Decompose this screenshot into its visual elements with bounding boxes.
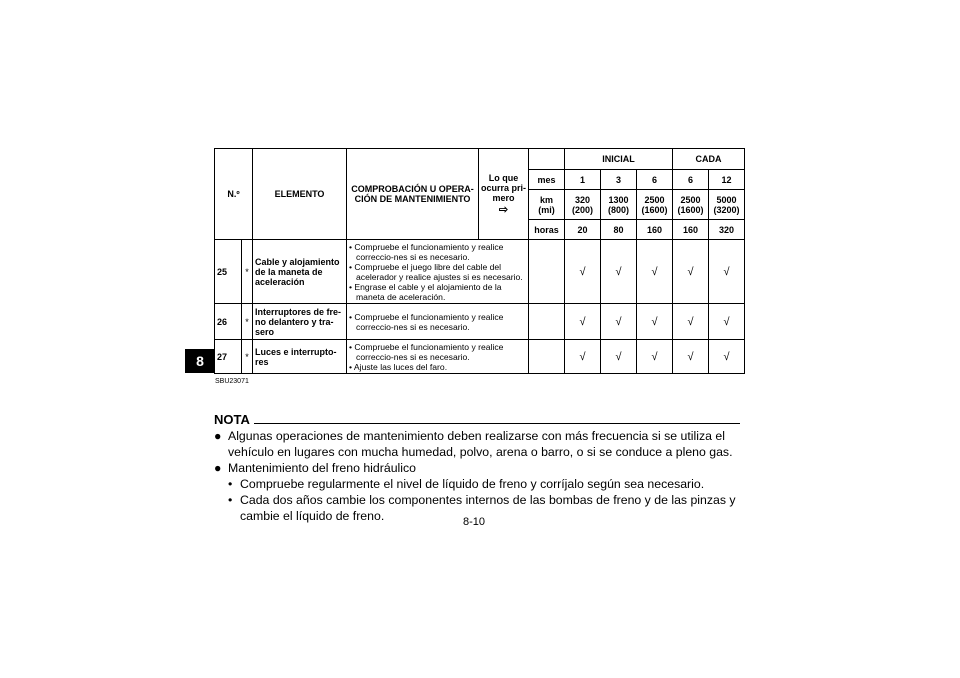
row-number: 26 [215,304,242,340]
table-row [215,304,745,340]
check-mark: √ [601,340,637,374]
nota-section [214,412,740,524]
header-first-label: Lo que ocurra pri- mero [481,172,527,203]
mes-value: 3 [601,170,637,190]
header-no: N.º [215,149,253,240]
header-inicial: INICIAL [565,149,673,170]
check-item: • Compruebe el funcionamiento y realice correccio-nes si es necesario. [349,341,504,362]
horas-value: 320 [709,220,745,240]
row-checks [347,240,529,304]
row-star: * [242,304,253,340]
km-value: 320 (200) [565,190,601,220]
row-checks [347,304,529,340]
check-mark: √ [637,304,673,340]
arrow-right-icon: ⇨ [498,203,509,216]
nota-header [214,412,740,428]
check-mark: √ [601,240,637,304]
list-item [214,428,740,460]
header-mes-label: mes [529,170,565,190]
check-mark: √ [565,304,601,340]
list-item [214,460,740,476]
mes-value: 1 [565,170,601,190]
chapter-tab: 8 [185,349,215,373]
header-element: ELEMENTO [253,149,347,240]
nota-rule [254,423,740,424]
check-item: • Engrase el cable y el alojamiento de la maneta de aceleración. [349,281,502,302]
check-mark: √ [673,304,709,340]
check-mark: √ [565,240,601,304]
header-check: COMPROBACIÓN U OPERA- CIÓN DE MANTENIMIENTO [347,149,479,240]
sub-bullet-icon: • [228,477,233,491]
page-number: 8-10 [463,516,486,528]
row-number: 25 [215,240,242,304]
mes-value: 6 [637,170,673,190]
check-mark: √ [637,340,673,374]
check-mark: √ [565,340,601,374]
header-first [479,149,529,240]
check-mark: √ [709,304,745,340]
horas-value: 160 [673,220,709,240]
km-value: 2500 (1600) [637,190,673,220]
table-row [215,340,745,374]
bullet-icon: ● [214,429,222,443]
sub-list-item-text: Compruebe regularmente el nivel de líquido de freno y corríjalo según sea necesario. [240,477,705,491]
km-value: 2500 (1600) [673,190,709,220]
check-item: • Ajuste las luces del faro. [349,361,448,372]
row-checks [347,340,529,374]
table-row [215,240,745,304]
check-mark: √ [601,304,637,340]
row-star: * [242,240,253,304]
km-value: 1300 (800) [601,190,637,220]
sub-list-item [214,476,740,492]
nota-title: NOTA [214,412,250,427]
header-cada: CADA [673,149,745,170]
row-element: Interruptores de fre-no delantero y tra-sero [253,304,347,340]
row-number: 27 [215,340,242,374]
header-horas-label: horas [529,220,565,240]
check-mark: √ [709,340,745,374]
check-item: • Compruebe el funcionamiento y realice correccio-nes si es necesario. [349,241,504,262]
check-item: • Compruebe el juego libre del cable del acelerador y realice ajustes si es necesario. [349,261,523,282]
row-element: Luces e interrupto-res [253,340,347,374]
mes-value: 12 [709,170,745,190]
check-mark: √ [673,240,709,304]
horas-value: 80 [601,220,637,240]
row-element: Cable y alojamiento de la maneta de aceleración [253,240,347,304]
horas-value: 160 [637,220,673,240]
check-mark: √ [709,240,745,304]
horas-value: 20 [565,220,601,240]
list-item-text: Mantenimiento del freno hidráulico [228,461,416,475]
km-value: 5000 (3200) [709,190,745,220]
bullet-icon: ● [214,461,222,475]
maintenance-table [214,148,745,374]
row-star: * [242,340,253,374]
check-mark: √ [637,240,673,304]
reference-code: SBU23071 [215,378,249,385]
sub-bullet-icon: • [228,493,233,507]
mes-value: 6 [673,170,709,190]
list-item-text: Algunas operaciones de mantenimiento deben realizarse con más frecuencia si se utiliza el vehículo en lugares con mucha humedad, polvo, arena o barro, o si se conduce a pleno gas. [228,429,733,459]
header-km-label: km (mi) [529,190,565,220]
check-item: • Compruebe el funcionamiento y realice correccio-nes si es necesario. [349,311,504,332]
sub-list-item-text: Cada dos años cambie los componentes internos de las bombas de freno y de las pinzas y cambie el líquido de freno. [240,493,736,523]
check-mark: √ [673,340,709,374]
